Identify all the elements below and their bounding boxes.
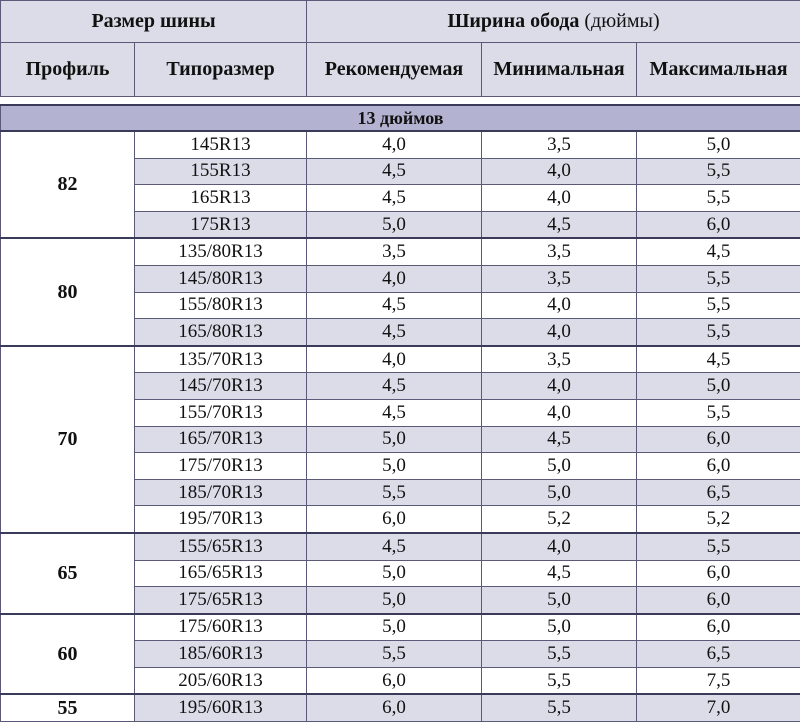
minimum-cell: 4,0 — [482, 292, 637, 319]
maximum-header: Максимальная — [637, 43, 800, 97]
recommended-cell: 5,5 — [307, 479, 482, 506]
size-cell: 135/80R13 — [135, 238, 307, 265]
size-cell: 185/70R13 — [135, 479, 307, 506]
minimum-cell: 5,0 — [482, 614, 637, 641]
size-cell: 175/70R13 — [135, 453, 307, 480]
minimum-cell: 3,5 — [482, 238, 637, 265]
recommended-cell: 6,0 — [307, 667, 482, 694]
size-cell: 155/65R13 — [135, 533, 307, 560]
recommended-cell: 6,0 — [307, 506, 482, 533]
maximum-cell: 5,2 — [637, 506, 800, 533]
recommended-cell: 5,0 — [307, 426, 482, 453]
minimum-cell: 3,5 — [482, 265, 637, 292]
maximum-cell: 4,5 — [637, 238, 800, 265]
size-cell: 195/70R13 — [135, 506, 307, 533]
header-gap — [1, 97, 800, 106]
minimum-cell: 5,5 — [482, 694, 637, 721]
minimum-cell: 3,5 — [482, 346, 637, 373]
recommended-cell: 4,0 — [307, 131, 482, 158]
maximum-cell: 5,0 — [637, 131, 800, 158]
maximum-cell: 6,5 — [637, 641, 800, 668]
recommended-cell: 4,5 — [307, 319, 482, 346]
profile-cell: 82 — [1, 131, 135, 238]
rim-width-header — [307, 1, 800, 43]
size-header: Типоразмер — [135, 43, 307, 97]
tire-size-header: Размер шины — [1, 1, 307, 43]
maximum-cell: 6,0 — [637, 614, 800, 641]
size-cell: 155R13 — [135, 158, 307, 185]
recommended-cell: 5,0 — [307, 211, 482, 238]
maximum-cell: 6,0 — [637, 560, 800, 587]
maximum-cell: 6,0 — [637, 211, 800, 238]
table-row — [1, 346, 800, 373]
size-cell: 165/70R13 — [135, 426, 307, 453]
minimum-cell: 4,5 — [482, 211, 637, 238]
rim-width-unit: (дюймы) — [579, 10, 659, 32]
maximum-cell: 6,0 — [637, 426, 800, 453]
recommended-cell: 5,0 — [307, 453, 482, 480]
maximum-cell: 5,5 — [637, 265, 800, 292]
maximum-cell: 5,0 — [637, 373, 800, 400]
minimum-cell: 4,5 — [482, 560, 637, 587]
table-row — [1, 614, 800, 641]
maximum-cell: 5,5 — [637, 292, 800, 319]
recommended-cell: 4,5 — [307, 185, 482, 212]
profile-cell: 80 — [1, 238, 135, 345]
minimum-cell: 5,2 — [482, 506, 637, 533]
recommended-cell: 4,5 — [307, 533, 482, 560]
maximum-cell: 5,5 — [637, 399, 800, 426]
size-cell: 145/70R13 — [135, 373, 307, 400]
minimum-cell: 3,5 — [482, 131, 637, 158]
maximum-cell: 5,5 — [637, 533, 800, 560]
profile-header: Профиль — [1, 43, 135, 97]
table-row — [1, 238, 800, 265]
minimum-cell: 4,0 — [482, 533, 637, 560]
maximum-cell: 4,5 — [637, 346, 800, 373]
recommended-cell: 4,0 — [307, 346, 482, 373]
recommended-cell: 3,5 — [307, 238, 482, 265]
recommended-cell: 5,5 — [307, 641, 482, 668]
minimum-cell: 4,0 — [482, 185, 637, 212]
minimum-cell: 4,0 — [482, 158, 637, 185]
size-cell: 175R13 — [135, 211, 307, 238]
recommended-header: Рекомендуемая — [307, 43, 482, 97]
size-cell: 155/80R13 — [135, 292, 307, 319]
table-row — [1, 694, 800, 721]
minimum-cell: 4,0 — [482, 399, 637, 426]
maximum-cell: 5,5 — [637, 319, 800, 346]
recommended-cell: 4,5 — [307, 158, 482, 185]
recommended-cell: 4,5 — [307, 373, 482, 400]
table-row — [1, 533, 800, 560]
minimum-header: Минимальная — [482, 43, 637, 97]
minimum-cell: 4,0 — [482, 319, 637, 346]
profile-cell: 60 — [1, 614, 135, 695]
recommended-cell: 4,5 — [307, 292, 482, 319]
table-body — [1, 131, 800, 722]
size-cell: 165R13 — [135, 185, 307, 212]
maximum-cell: 5,5 — [637, 185, 800, 212]
minimum-cell: 5,0 — [482, 479, 637, 506]
rim-width-header-label: Ширина обода — [447, 10, 579, 32]
size-cell: 155/70R13 — [135, 399, 307, 426]
minimum-cell: 5,5 — [482, 667, 637, 694]
minimum-cell: 5,5 — [482, 641, 637, 668]
maximum-cell: 7,5 — [637, 667, 800, 694]
recommended-cell: 5,0 — [307, 587, 482, 614]
minimum-cell: 4,0 — [482, 373, 637, 400]
recommended-cell: 5,0 — [307, 614, 482, 641]
size-cell: 195/60R13 — [135, 694, 307, 721]
size-cell: 175/60R13 — [135, 614, 307, 641]
size-cell: 185/60R13 — [135, 641, 307, 668]
section-title: 13 дюймов — [1, 105, 800, 131]
recommended-cell: 4,5 — [307, 399, 482, 426]
maximum-cell: 6,0 — [637, 453, 800, 480]
table-row — [1, 131, 800, 158]
minimum-cell: 5,0 — [482, 587, 637, 614]
maximum-cell: 5,5 — [637, 158, 800, 185]
size-cell: 165/65R13 — [135, 560, 307, 587]
profile-cell: 65 — [1, 533, 135, 614]
size-cell: 145R13 — [135, 131, 307, 158]
maximum-cell: 7,0 — [637, 694, 800, 721]
size-cell: 175/65R13 — [135, 587, 307, 614]
size-cell: 205/60R13 — [135, 667, 307, 694]
minimum-cell: 5,0 — [482, 453, 637, 480]
profile-cell: 55 — [1, 694, 135, 721]
profile-cell: 70 — [1, 346, 135, 533]
minimum-cell: 4,5 — [482, 426, 637, 453]
recommended-cell: 4,0 — [307, 265, 482, 292]
maximum-cell: 6,5 — [637, 479, 800, 506]
recommended-cell: 5,0 — [307, 560, 482, 587]
size-cell: 165/80R13 — [135, 319, 307, 346]
size-cell: 135/70R13 — [135, 346, 307, 373]
maximum-cell: 6,0 — [637, 587, 800, 614]
size-cell: 145/80R13 — [135, 265, 307, 292]
recommended-cell: 6,0 — [307, 694, 482, 721]
